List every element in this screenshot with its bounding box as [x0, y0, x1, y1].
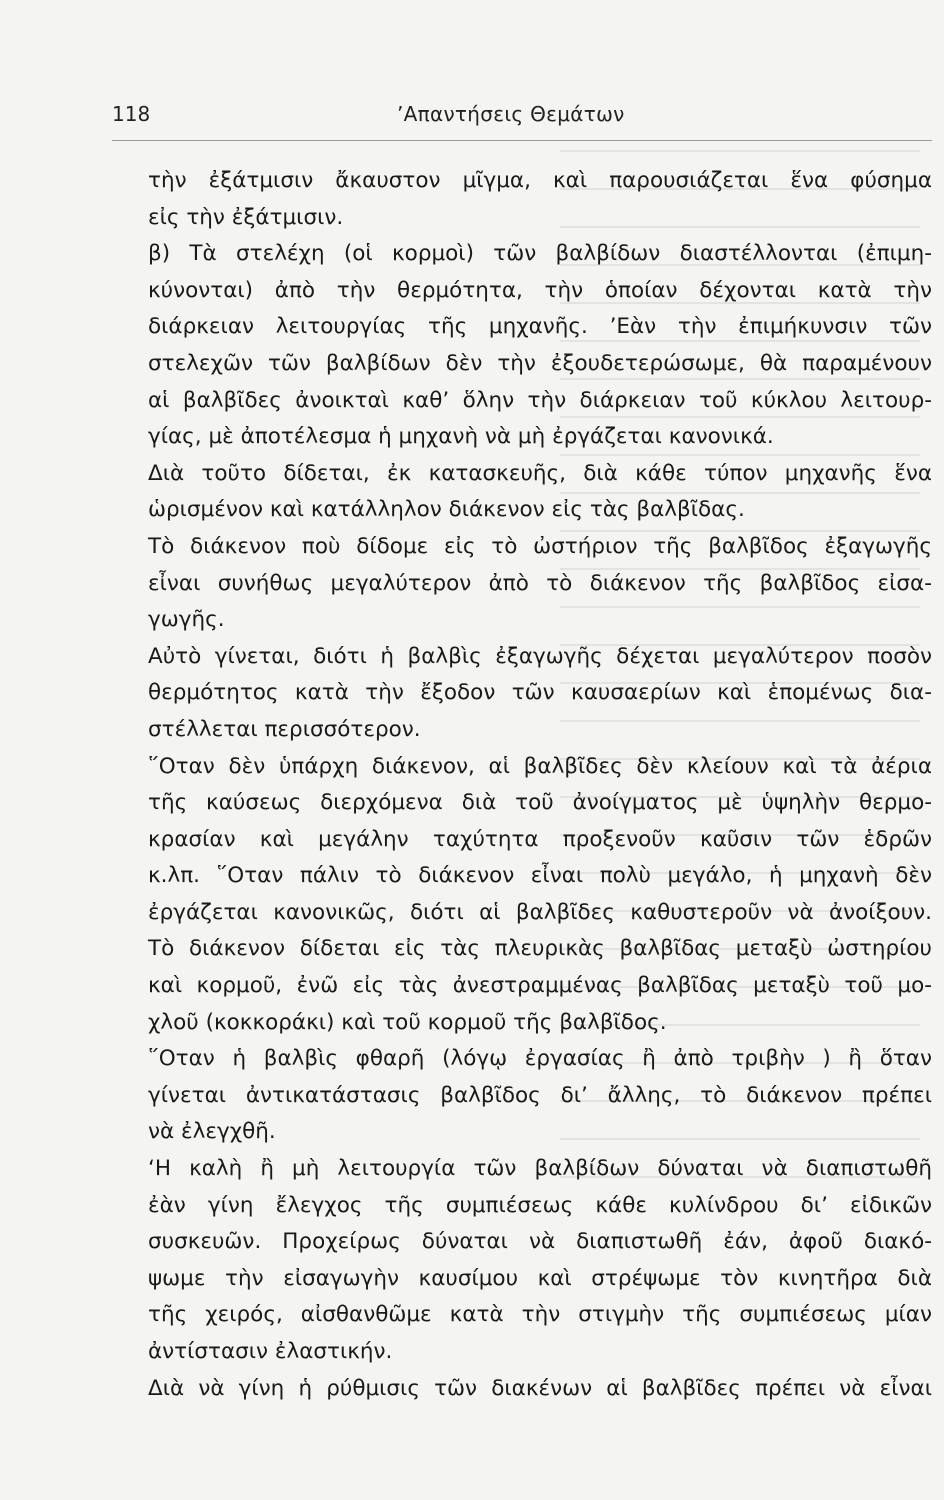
text-line: κύνονται) ἀπὸ τὴν θερμότητα, τὴν ὁποίαν δέχονται κατὰ τὴν [148, 277, 932, 303]
body-text [148, 163, 932, 1407]
text-line: στελεχῶν τῶν βαλβίδων δὲν τὴν ἐξουδετερώσωμε, θὰ παραμένουν [148, 350, 932, 376]
running-title: ’Απαντήσεις Θεμάτων [397, 102, 625, 126]
text-line: κ.λπ. ῞Οταν πάλιν τὸ διάκενον εἶναι πολὺ μεγάλο, ἡ μηχανὴ δὲν [148, 863, 932, 889]
text-line: Διὰ νὰ γίνη ἡ ρύθμισις τῶν διακένων αἱ βαλβῖδες πρέπει νὰ εἶναι [148, 1375, 932, 1401]
text-line: γίνεται ἀντικατάστασις βαλβῖδος δι’ ἄλλης, τὸ διάκενον πρέπει [148, 1082, 932, 1108]
text-line: β) Τὰ στελέχη (οἱ κορμοὶ) τῶν βαλβίδων διαστέλλονται (ἐπιμη- [148, 241, 932, 267]
page-number: 118 [112, 102, 151, 126]
text-line: κρασίαν καὶ μεγάλην ταχύτητα προξενοῦν καῦσιν τῶν ἑδρῶν [148, 826, 932, 852]
text-line: εἶναι συνήθως μεγαλύτερον ἀπὸ τὸ διάκενον τῆς βαλβῖδος εἰσα- [148, 570, 932, 596]
text-line: Τὸ διάκενον ποὺ δίδομε εἰς τὸ ὠστήριον τῆς βαλβῖδος ἐξαγωγῆς [148, 533, 932, 559]
text-line: Διὰ τοῦτο δίδεται, ἐκ κατασκευῆς, διὰ κάθε τύπον μηχανῆς ἕνα [148, 460, 932, 486]
page-header [112, 100, 932, 141]
text-line: εἰς τὴν ἐξάτμισιν. [148, 204, 344, 230]
text-line: ἐργάζεται κανονικῶς, διότι αἱ βαλβῖδες καθυστεροῦν νὰ ἀνοίξουν. [148, 899, 932, 925]
text-line: διάρκειαν λειτουργίας τῆς μηχανῆς. ’Εὰν τὴν ἐπιμήκυνσιν τῶν [148, 314, 932, 340]
text-line: τῆς χειρός, αἰσθανθῶμε κατὰ τὴν στιγμὴν τῆς συμπιέσεως μίαν [148, 1302, 932, 1328]
text-line: ‘Η καλὴ ἢ μὴ λειτουργία τῶν βαλβίδων δύναται νὰ διαπιστωθῆ [148, 1156, 932, 1182]
text-line: καὶ κορμοῦ, ἐνῶ εἰς τὰς ἀνεστραμμένας βαλβῖδας μεταξὺ τοῦ μο- [148, 973, 932, 999]
text-line: τῆς καύσεως διερχόμενα διὰ τοῦ ἀνοίγματος μὲ ὑψηλὴν θερμο- [148, 790, 932, 816]
text-line: γίας, μὲ ἀποτέλεσμα ἡ μηχανὴ νὰ μὴ ἐργάζεται κανονικά. [148, 424, 774, 450]
text-line: χλοῦ (κοκκοράκι) καὶ τοῦ κορμοῦ τῆς βαλβῖδος. [148, 1009, 667, 1035]
text-line: ὡρισμένον καὶ κατάλληλον διάκενον εἰς τὰς βαλβῖδας. [148, 497, 745, 523]
text-line: ψωμε τὴν εἰσαγωγὴν καυσίμου καὶ στρέψωμε τὸν κινητῆρα διὰ [148, 1265, 932, 1291]
text-line: συσκευῶν. Προχείρως δύναται νὰ διαπιστωθῆ ἐάν, ἀφοῦ διακό- [148, 1229, 932, 1255]
text-line: ἀντίστασιν ἐλαστικήν. [148, 1339, 393, 1364]
text-line: Αὐτὸ γίνεται, διότι ἡ βαλβὶς ἐξαγωγῆς δέχεται μεγαλύτερον ποσὸν [148, 643, 932, 669]
text-line: τὴν ἐξάτμισιν ἄκαυστον μῖγμα, καὶ παρουσιάζεται ἕνα φύσημα [148, 168, 932, 193]
text-line: νὰ ἐλεγχθῆ. [148, 1119, 276, 1145]
text-line: στέλλεται περισσότερον. [148, 716, 421, 742]
text-line: ῞Οταν δὲν ὑπάρχη διάκενον, αἱ βαλβῖδες δὲν κλείουν καὶ τὰ ἀέρια [148, 753, 932, 779]
text-line: ῞Οταν ἡ βαλβὶς φθαρῆ (λόγῳ ἐργασίας ἢ ἀπὸ τριβὴν ) ἢ ὅταν [148, 1046, 932, 1072]
text-line: αἱ βαλβῖδες ἀνοικταὶ καθ’ ὅλην τὴν διάρκειαν τοῦ κύκλου λειτουρ- [148, 387, 932, 413]
text-line: ἐὰν γίνη ἔλεγχος τῆς συμπιέσεως κάθε κυλίνδρου δι’ εἰδικῶν [148, 1192, 932, 1218]
text-line: Τὸ διάκενον δίδεται εἰς τὰς πλευρικὰς βαλβῖδας μεταξὺ ὠστηρίου [148, 936, 932, 962]
text-line: γωγῆς. [148, 607, 225, 633]
text-line: θερμότητος κατὰ τὴν ἔξοδον τῶν καυσαερίων καὶ ἑπομένως δια- [148, 680, 932, 706]
